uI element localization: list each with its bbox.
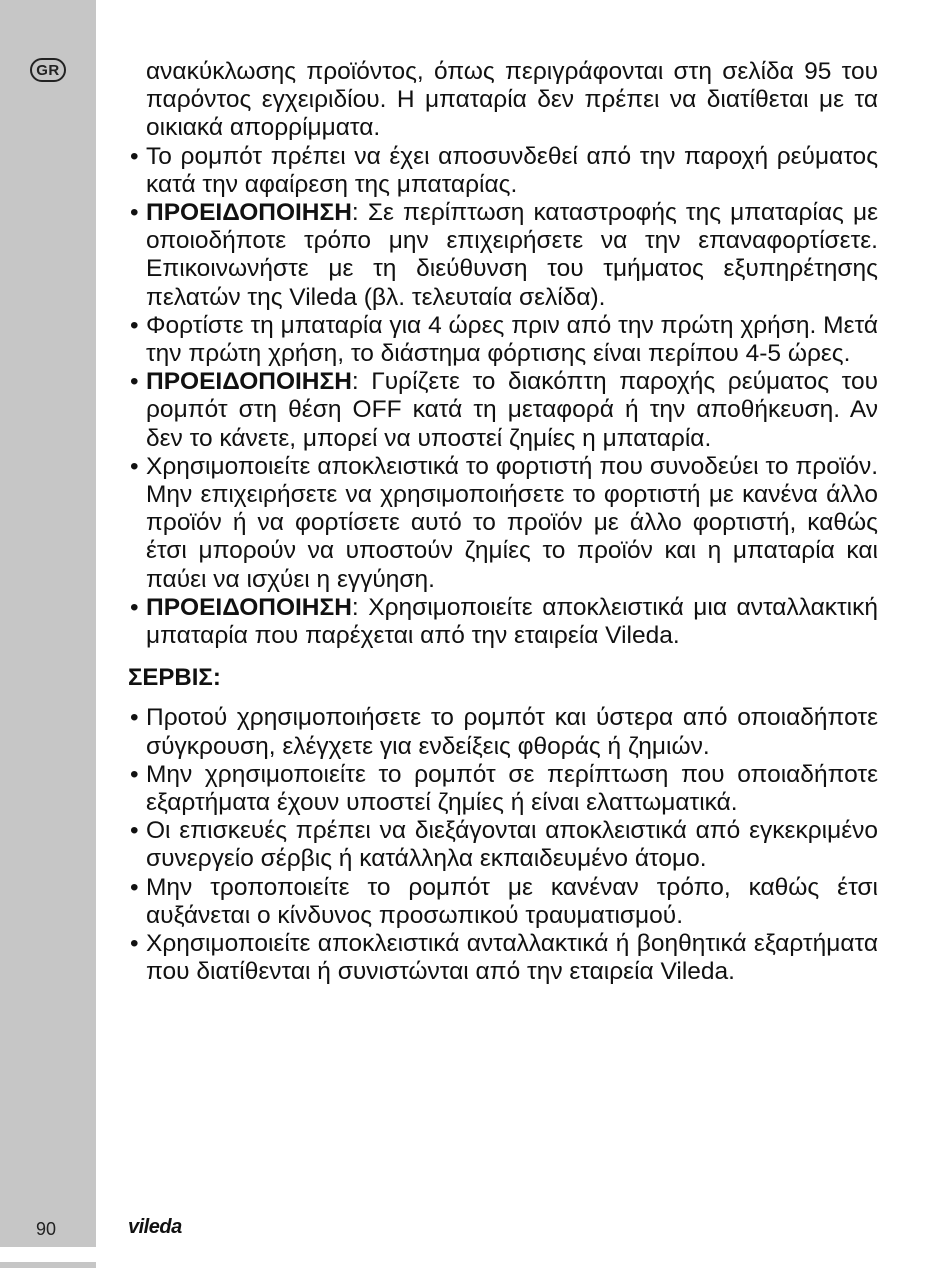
page-number: 90 [36,1219,57,1239]
bullet-icon: • [130,930,139,958]
warning-label: ΠΡΟΕΙΔΟΠΟΙΗΣΗ [146,199,352,227]
bullet-icon: • [130,311,139,339]
vileda-logo: vileda [128,1216,182,1238]
list-item [128,817,878,873]
page-sidebar [0,0,96,1247]
list-item [128,761,878,817]
sidebar-footer-strip [0,1262,96,1268]
list-item [128,453,878,594]
list-item-text: Φορτίστε τη μπαταρία για 4 ώρες πριν από την πρώτη χρήση. Μετά την πρώτη χρήση, το διάστημα φόρτισης είναι περίπου 4-5 ώρες. [146,311,878,368]
list-item [128,704,878,760]
service-heading: ΣΕΡΒΙΣ: [128,664,221,692]
bullet-icon: • [130,873,139,901]
bullet-icon: • [130,368,139,396]
list-item-text: : Σε περίπτωση καταστροφής της μπαταρίας με οποιοδήποτε τρόπο μην επιχειρήσετε να την επαναφορτίσετε. Επικοινωνήστε με τη διεύθυνση του τμήματος εξυπηρέτησης πελατών της Vileda (βλ. τελευταία σελίδα). [146,199,878,311]
list-item-text: : Γυρίζετε το διακόπτη παροχής ρεύματος του ρομπότ στη θέση OFF κατά τη μεταφορά ή την αποθήκευση. Αν δεν το κάνετε, μπορεί να υποστεί ζημίες η μπαταρία. [146,368,878,452]
list-item-text: Το ρομπότ πρέπει να έχει αποσυνδεθεί από την παροχή ρεύματος κατά την αφαίρεση της μπαταρίας. [146,142,878,198]
list-item-text: Χρησιμοποιείτε αποκλειστικά ανταλλακτικά ή βοηθητικά εξαρτήματα που διατίθενται ή συνιστώνται από την εταιρεία Vileda. [146,930,878,986]
list-item [128,143,878,199]
list-item-text: Χρησιμοποιείτε αποκλειστικά το φορτιστή που συνοδεύει το προϊόν. Μην επιχειρήσετε να χρησιμοποιήσετε το φορτιστή με κανένα άλλο προϊόν ή να φορτίσετε αυτό το προϊόν με άλλο φορτιστή, καθώς έτσι μπορούν να υποστούν ζημίες το προϊόν και η μπαταρία και παύει να ισχύει η εγγύηση. [146,452,878,593]
warning-label: ΠΡΟΕΙΔΟΠΟΙΗΣΗ [146,368,352,396]
manual-content [128,58,878,987]
bullet-icon: • [130,142,139,170]
intro-continuation: ανακύκλωσης προϊόντος, όπως περιγράφονται στη σελίδα 95 του παρόντος εγχειριδίου. Η μπαταρία δεν πρέπει να διατίθεται με τα οικιακά απορρίμματα. [146,58,878,142]
list-item [128,930,878,986]
list-item [128,594,878,650]
bullet-icon: • [130,704,139,732]
list-item-text: Οι επισκευές πρέπει να διεξάγονται αποκλειστικά από εγκεκριμένο συνεργείο σέρβις ή κατάλληλα εκπαιδευμένο άτομο. [146,817,878,873]
list-item-text: Προτού χρησιμοποιήσετε το ρομπότ και ύστερα από οποιαδήποτε σύγκρουση, ελέγχετε για ενδείξεις φθοράς ή ζημιών. [146,704,878,760]
bullet-icon: • [130,199,139,227]
list-item-text: Μην χρησιμοποιείτε το ρομπότ σε περίπτωση που οποιαδήποτε εξαρτήματα έχουν υποστεί ζημίες ή είναι ελαττωματικά. [146,760,878,817]
list-item-text: : Χρησιμοποιείτε αποκλειστικά μια ανταλλακτική μπαταρία που παρέχεται από την εταιρεία Vileda. [146,593,878,650]
bullet-icon: • [130,452,139,480]
list-item [128,312,878,368]
language-badge: GR [30,58,66,82]
list-item [128,199,878,312]
bullet-icon: • [130,817,139,845]
list-item [128,368,878,453]
warning-label: ΠΡΟΕΙΔΟΠΟΙΗΣΗ [146,593,352,621]
bullet-icon: • [130,593,139,621]
list-item [128,874,878,930]
bullet-icon: • [130,760,139,788]
list-item-text: Μην τροποποιείτε το ρομπότ με κανέναν τρόπο, καθώς έτσι αυξάνεται ο κίνδυνος προσωπικού τραυματισμού. [146,873,878,929]
